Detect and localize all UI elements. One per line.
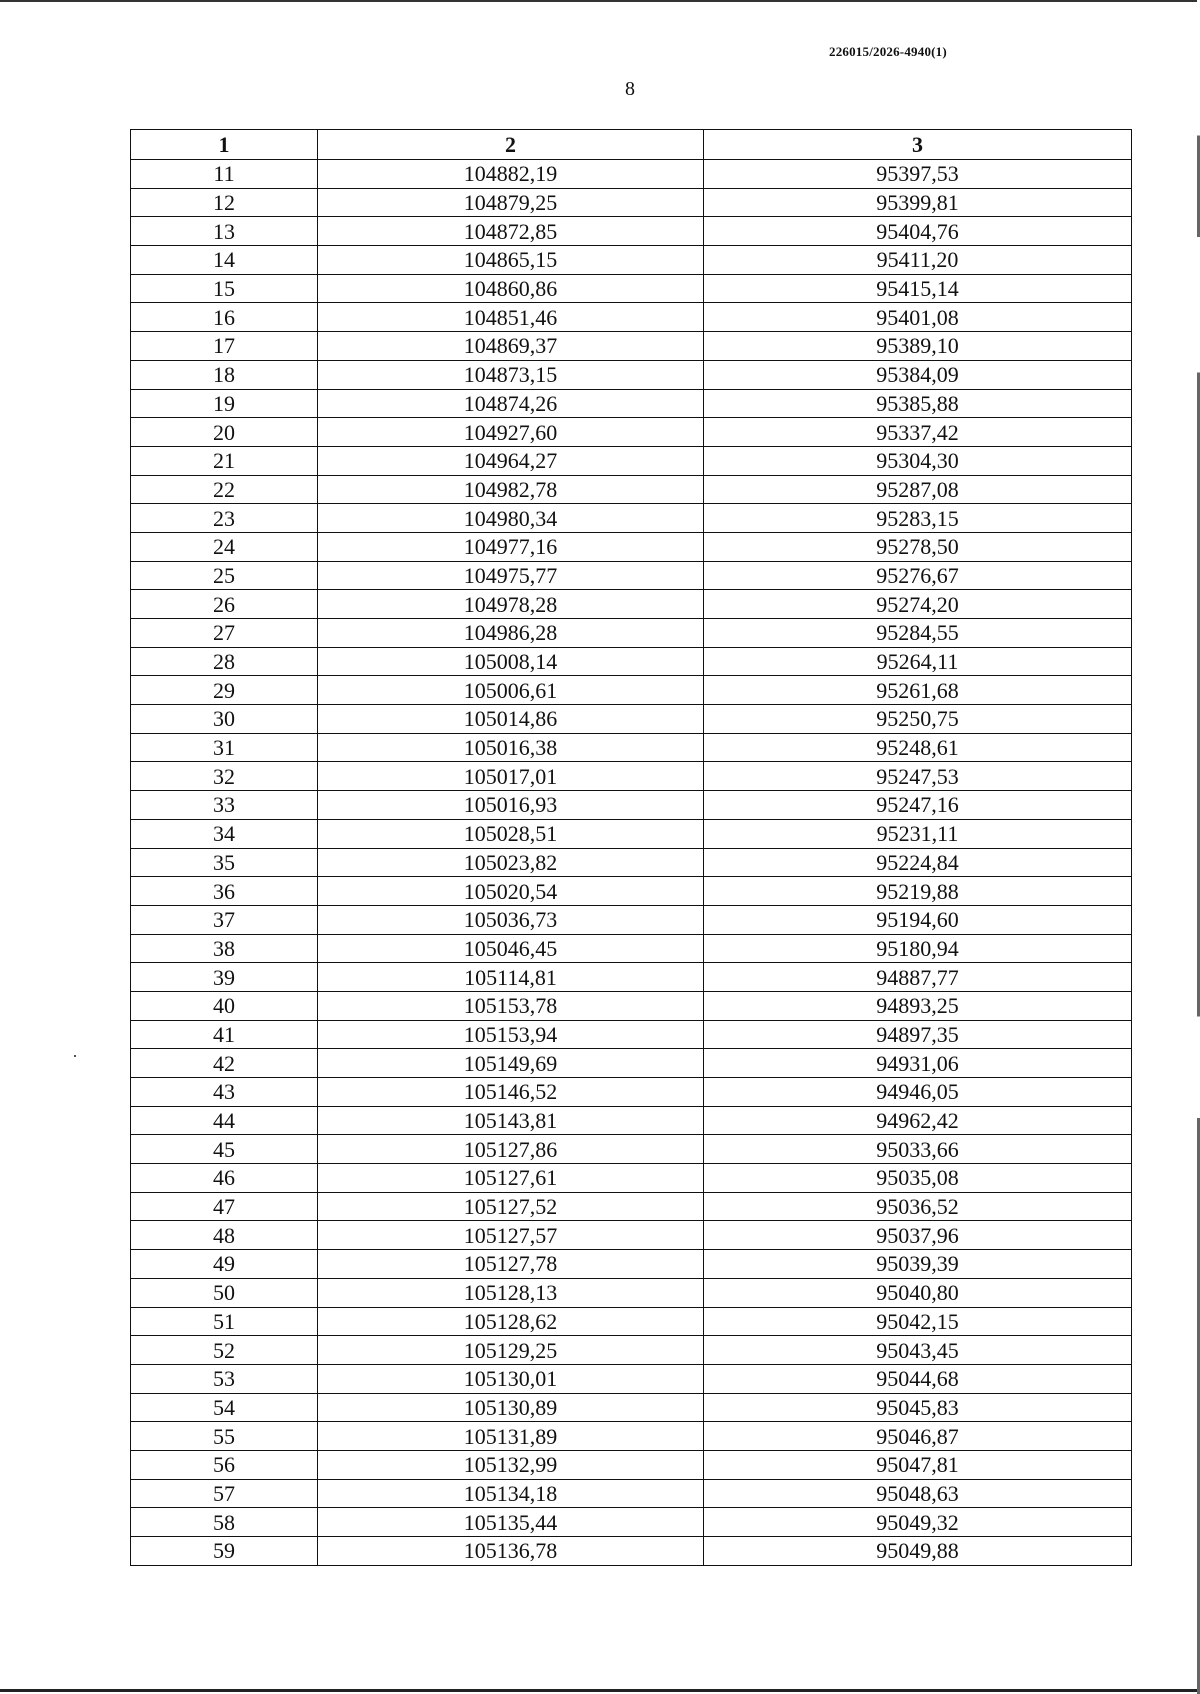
table-row	[131, 160, 1132, 189]
point-number-cell: 18	[131, 360, 318, 389]
coordinate-y-cell: 95276,67	[704, 561, 1132, 590]
coordinate-x-cell: 105149,69	[318, 1049, 704, 1078]
table-row	[131, 1278, 1132, 1307]
coordinate-x-cell: 104927,60	[318, 418, 704, 447]
table-row	[131, 1106, 1132, 1135]
point-number-cell: 54	[131, 1393, 318, 1422]
point-number-cell: 17	[131, 332, 318, 361]
coordinate-x-cell: 105129,25	[318, 1336, 704, 1365]
coordinate-y-cell: 95231,11	[704, 819, 1132, 848]
coordinate-y-cell: 95248,61	[704, 733, 1132, 762]
coordinate-x-cell: 105130,89	[318, 1393, 704, 1422]
point-number-cell: 30	[131, 705, 318, 734]
table-row	[131, 676, 1132, 705]
coordinate-y-cell: 95264,11	[704, 647, 1132, 676]
table-row	[131, 991, 1132, 1020]
point-number-cell: 49	[131, 1250, 318, 1279]
coordinate-x-cell: 104978,28	[318, 590, 704, 619]
coordinate-y-cell: 95261,68	[704, 676, 1132, 705]
table-row	[131, 1078, 1132, 1107]
point-number-cell: 55	[131, 1422, 318, 1451]
coordinate-y-cell: 95037,96	[704, 1221, 1132, 1250]
table-row	[131, 1450, 1132, 1479]
coordinate-x-cell: 105127,52	[318, 1192, 704, 1221]
coordinate-x-cell: 105136,78	[318, 1537, 704, 1566]
coordinate-x-cell: 105153,78	[318, 991, 704, 1020]
point-number-cell: 40	[131, 991, 318, 1020]
table-row	[131, 1422, 1132, 1451]
table-row	[131, 1049, 1132, 1078]
coordinate-y-cell: 94962,42	[704, 1106, 1132, 1135]
coordinate-y-cell: 95278,50	[704, 532, 1132, 561]
coordinate-x-cell: 105016,38	[318, 733, 704, 762]
coordinate-x-cell: 105130,01	[318, 1364, 704, 1393]
coordinate-x-cell: 105146,52	[318, 1078, 704, 1107]
column-header-2: 2	[318, 130, 704, 160]
point-number-cell: 58	[131, 1508, 318, 1537]
table-row	[131, 647, 1132, 676]
table-row	[131, 619, 1132, 648]
point-number-cell: 23	[131, 504, 318, 533]
point-number-cell: 56	[131, 1450, 318, 1479]
point-number-cell: 35	[131, 848, 318, 877]
coordinate-x-cell: 105134,18	[318, 1479, 704, 1508]
table-row	[131, 561, 1132, 590]
coordinate-y-cell: 95415,14	[704, 274, 1132, 303]
point-number-cell: 43	[131, 1078, 318, 1107]
point-number-cell: 12	[131, 188, 318, 217]
table-row	[131, 1250, 1132, 1279]
point-number-cell: 38	[131, 934, 318, 963]
coordinate-y-cell: 94897,35	[704, 1020, 1132, 1049]
coordinate-y-cell: 94946,05	[704, 1078, 1132, 1107]
coordinate-y-cell: 95384,09	[704, 360, 1132, 389]
table-row	[131, 1364, 1132, 1393]
coordinate-x-cell: 105135,44	[318, 1508, 704, 1537]
table-row	[131, 1135, 1132, 1164]
coordinate-y-cell: 95049,32	[704, 1508, 1132, 1537]
coordinate-y-cell: 95284,55	[704, 619, 1132, 648]
coordinate-x-cell: 105014,86	[318, 705, 704, 734]
coordinate-x-cell: 105128,62	[318, 1307, 704, 1336]
coordinate-x-cell: 105143,81	[318, 1106, 704, 1135]
coordinate-y-cell: 95337,42	[704, 418, 1132, 447]
coordinate-x-cell: 105127,61	[318, 1164, 704, 1193]
coordinate-x-cell: 104860,86	[318, 274, 704, 303]
column-header-3: 3	[704, 130, 1132, 160]
table-row	[131, 1479, 1132, 1508]
coordinate-x-cell: 104872,85	[318, 217, 704, 246]
coordinate-x-cell: 105028,51	[318, 819, 704, 848]
page-number: 8	[625, 78, 635, 100]
table-row	[131, 1221, 1132, 1250]
point-number-cell: 16	[131, 303, 318, 332]
coordinate-y-cell: 95043,45	[704, 1336, 1132, 1365]
coordinate-x-cell: 104986,28	[318, 619, 704, 648]
coordinate-y-cell: 94887,77	[704, 963, 1132, 992]
coordinate-y-cell: 95046,87	[704, 1422, 1132, 1451]
coordinate-y-cell: 95042,15	[704, 1307, 1132, 1336]
point-number-cell: 59	[131, 1537, 318, 1566]
coordinate-y-cell: 95247,53	[704, 762, 1132, 791]
point-number-cell: 53	[131, 1364, 318, 1393]
coordinate-y-cell: 95048,63	[704, 1479, 1132, 1508]
point-number-cell: 20	[131, 418, 318, 447]
table-row	[131, 303, 1132, 332]
coordinate-x-cell: 105006,61	[318, 676, 704, 705]
coordinate-y-cell: 95399,81	[704, 188, 1132, 217]
point-number-cell: 33	[131, 791, 318, 820]
coordinate-x-cell: 105132,99	[318, 1450, 704, 1479]
coordinate-y-cell: 95404,76	[704, 217, 1132, 246]
coordinate-y-cell: 95274,20	[704, 590, 1132, 619]
coordinate-x-cell: 105036,73	[318, 905, 704, 934]
point-number-cell: 15	[131, 274, 318, 303]
table-body	[131, 160, 1132, 1566]
coordinate-x-cell: 105127,86	[318, 1135, 704, 1164]
coordinate-y-cell: 95036,52	[704, 1192, 1132, 1221]
table-row	[131, 1508, 1132, 1537]
coordinate-x-cell: 104865,15	[318, 246, 704, 275]
table-row	[131, 963, 1132, 992]
point-number-cell: 46	[131, 1164, 318, 1193]
point-number-cell: 26	[131, 590, 318, 619]
scan-speck	[74, 1055, 76, 1057]
point-number-cell: 42	[131, 1049, 318, 1078]
coordinate-y-cell: 95194,60	[704, 905, 1132, 934]
table-row	[131, 188, 1132, 217]
point-number-cell: 44	[131, 1106, 318, 1135]
table-row	[131, 475, 1132, 504]
coordinate-y-cell: 95045,83	[704, 1393, 1132, 1422]
coordinate-x-cell: 104851,46	[318, 303, 704, 332]
table-row	[131, 274, 1132, 303]
table-row	[131, 418, 1132, 447]
table-row	[131, 905, 1132, 934]
point-number-cell: 36	[131, 877, 318, 906]
table-row	[131, 1020, 1132, 1049]
table-row	[131, 217, 1132, 246]
point-number-cell: 19	[131, 389, 318, 418]
table-row	[131, 246, 1132, 275]
point-number-cell: 14	[131, 246, 318, 275]
table-row	[131, 848, 1132, 877]
table-row	[131, 590, 1132, 619]
point-number-cell: 32	[131, 762, 318, 791]
point-number-cell: 27	[131, 619, 318, 648]
coordinate-x-cell: 105008,14	[318, 647, 704, 676]
point-number-cell: 34	[131, 819, 318, 848]
coordinate-y-cell: 95401,08	[704, 303, 1132, 332]
table-row	[131, 762, 1132, 791]
table-row	[131, 1307, 1132, 1336]
coordinate-y-cell: 95247,16	[704, 791, 1132, 820]
coordinate-x-cell: 104873,15	[318, 360, 704, 389]
document-id: 226015/2026-4940(1)	[829, 44, 947, 59]
table-row	[131, 1393, 1132, 1422]
coordinate-y-cell: 95180,94	[704, 934, 1132, 963]
table-row	[131, 389, 1132, 418]
point-number-cell: 24	[131, 532, 318, 561]
coordinate-y-cell: 95389,10	[704, 332, 1132, 361]
table-row	[131, 1192, 1132, 1221]
coordinates-table	[130, 129, 1132, 1566]
coordinate-x-cell: 105017,01	[318, 762, 704, 791]
coordinate-x-cell: 105127,78	[318, 1250, 704, 1279]
coordinate-x-cell: 104882,19	[318, 160, 704, 189]
coordinate-y-cell: 95411,20	[704, 246, 1132, 275]
table-header-row	[131, 130, 1132, 160]
coordinate-y-cell: 95287,08	[704, 475, 1132, 504]
coordinate-x-cell: 104980,34	[318, 504, 704, 533]
point-number-cell: 52	[131, 1336, 318, 1365]
coordinate-y-cell: 94893,25	[704, 991, 1132, 1020]
table-row	[131, 504, 1132, 533]
coordinate-x-cell: 105127,57	[318, 1221, 704, 1250]
coordinate-x-cell: 105114,81	[318, 963, 704, 992]
coordinate-x-cell: 104879,25	[318, 188, 704, 217]
coordinate-x-cell: 104975,77	[318, 561, 704, 590]
table-row	[131, 332, 1132, 361]
coordinate-y-cell: 95033,66	[704, 1135, 1132, 1164]
coordinate-x-cell: 104977,16	[318, 532, 704, 561]
point-number-cell: 37	[131, 905, 318, 934]
coordinate-x-cell: 105153,94	[318, 1020, 704, 1049]
coordinate-x-cell: 104964,27	[318, 446, 704, 475]
point-number-cell: 21	[131, 446, 318, 475]
coordinate-y-cell: 95250,75	[704, 705, 1132, 734]
coordinate-y-cell: 95049,88	[704, 1537, 1132, 1566]
coordinate-x-cell: 105023,82	[318, 848, 704, 877]
column-header-1: 1	[131, 130, 318, 160]
point-number-cell: 25	[131, 561, 318, 590]
point-number-cell: 45	[131, 1135, 318, 1164]
point-number-cell: 11	[131, 160, 318, 189]
coordinate-x-cell: 104874,26	[318, 389, 704, 418]
point-number-cell: 50	[131, 1278, 318, 1307]
coordinate-y-cell: 94931,06	[704, 1049, 1132, 1078]
table-row	[131, 446, 1132, 475]
coordinate-x-cell: 105128,13	[318, 1278, 704, 1307]
point-number-cell: 41	[131, 1020, 318, 1049]
point-number-cell: 22	[131, 475, 318, 504]
table-row	[131, 791, 1132, 820]
coordinate-x-cell: 105016,93	[318, 791, 704, 820]
coordinate-y-cell: 95219,88	[704, 877, 1132, 906]
table-row	[131, 877, 1132, 906]
coordinate-y-cell: 95385,88	[704, 389, 1132, 418]
point-number-cell: 39	[131, 963, 318, 992]
point-number-cell: 31	[131, 733, 318, 762]
coordinate-y-cell: 95283,15	[704, 504, 1132, 533]
table-row	[131, 819, 1132, 848]
coordinate-y-cell: 95047,81	[704, 1450, 1132, 1479]
coordinate-y-cell: 95044,68	[704, 1364, 1132, 1393]
coordinate-y-cell: 95039,39	[704, 1250, 1132, 1279]
coordinate-y-cell: 95035,08	[704, 1164, 1132, 1193]
point-number-cell: 51	[131, 1307, 318, 1336]
point-number-cell: 29	[131, 676, 318, 705]
coordinate-x-cell: 104869,37	[318, 332, 704, 361]
coordinate-x-cell: 105131,89	[318, 1422, 704, 1451]
coordinate-y-cell: 95397,53	[704, 160, 1132, 189]
scan-bottom-edge	[0, 1689, 1200, 1692]
table-row	[131, 733, 1132, 762]
point-number-cell: 47	[131, 1192, 318, 1221]
table-row	[131, 1537, 1132, 1566]
scan-top-edge	[0, 0, 1200, 2]
coordinate-x-cell: 105046,45	[318, 934, 704, 963]
coordinate-y-cell: 95224,84	[704, 848, 1132, 877]
coordinate-y-cell: 95040,80	[704, 1278, 1132, 1307]
table-row	[131, 360, 1132, 389]
point-number-cell: 48	[131, 1221, 318, 1250]
table-row	[131, 1164, 1132, 1193]
table-row	[131, 705, 1132, 734]
coordinate-x-cell: 104982,78	[318, 475, 704, 504]
table-row	[131, 934, 1132, 963]
point-number-cell: 57	[131, 1479, 318, 1508]
table-row	[131, 1336, 1132, 1365]
coordinate-y-cell: 95304,30	[704, 446, 1132, 475]
table-row	[131, 532, 1132, 561]
point-number-cell: 28	[131, 647, 318, 676]
point-number-cell: 13	[131, 217, 318, 246]
coordinate-x-cell: 105020,54	[318, 877, 704, 906]
